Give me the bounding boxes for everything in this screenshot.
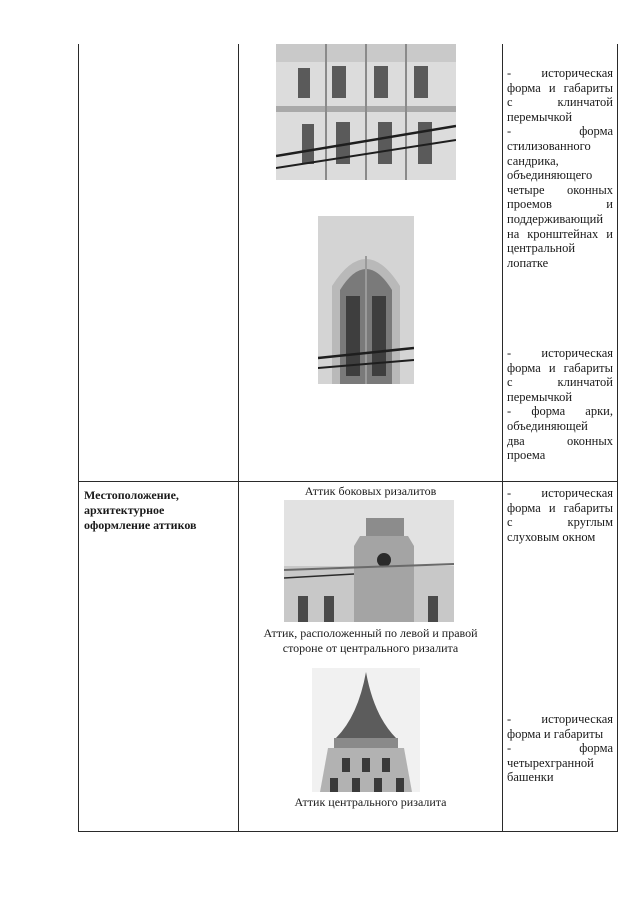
- text-line: с клинчатой: [507, 95, 613, 110]
- table-col-divider-2: [502, 44, 503, 832]
- text-line: проемов и: [507, 197, 613, 212]
- caption-central-risalit-attic: Аттик центрального ризалита: [294, 795, 447, 809]
- row2-heading: [84, 488, 234, 533]
- text-line: - форма: [507, 741, 613, 756]
- table-left-border: [78, 44, 79, 832]
- text-line: на кронштейнах и: [507, 226, 613, 241]
- side-attic-photo: [284, 500, 454, 622]
- text-line: объединяющего: [507, 168, 593, 183]
- row1-attributes-block-2: [507, 346, 613, 463]
- heading-line: архитектурное: [84, 503, 165, 517]
- text-line: слуховым окном: [507, 529, 596, 544]
- text-line: форма и габариты: [507, 360, 613, 375]
- caption-attic-left-right: [239, 626, 502, 656]
- row2-attributes-block-1: [507, 486, 613, 544]
- row1-attributes-block-1: [507, 66, 613, 270]
- caption-side-risalit-attic: Аттик боковых ризалитов: [304, 484, 437, 498]
- table-col-divider-1: [238, 44, 239, 832]
- text-line: - историческая: [507, 712, 613, 726]
- text-line: форма и габариты: [507, 726, 604, 741]
- caption-line: Аттик, расположенный по левой и правой: [263, 626, 478, 640]
- table-bottom-border: [78, 831, 618, 832]
- text-line: перемычкой: [507, 109, 573, 124]
- text-line: с круглым: [507, 515, 613, 530]
- text-line: - историческая: [507, 486, 613, 500]
- row2-attributes-block-2: [507, 712, 613, 785]
- text-line: сандрика,: [507, 153, 559, 168]
- table-row-divider: [78, 481, 618, 482]
- text-line: стилизованного: [507, 138, 591, 153]
- text-line: - форма арки,: [507, 404, 613, 419]
- text-line: перемычкой: [507, 389, 573, 404]
- text-line: центральной: [507, 241, 576, 256]
- text-line: четыре оконных: [507, 182, 613, 197]
- caption-line: стороне от центрального ризалита: [282, 641, 459, 655]
- text-line: четырехгранной: [507, 755, 594, 770]
- text-line: башенки: [507, 770, 554, 785]
- text-line: форма и габариты: [507, 80, 613, 95]
- text-line: объединяющей: [507, 418, 588, 433]
- table-right-border: [617, 44, 618, 832]
- central-tower-photo: [312, 668, 420, 792]
- text-line: форма и габариты: [507, 500, 613, 515]
- heading-line: Местоположение,: [84, 488, 179, 502]
- text-line: поддерживающий: [507, 211, 604, 226]
- text-line: - историческая: [507, 66, 613, 80]
- text-line: два оконных: [507, 433, 613, 448]
- facade-windows-photo: [276, 44, 456, 180]
- arched-window-photo: [318, 216, 414, 384]
- text-line: лопатке: [507, 255, 549, 270]
- text-line: - форма: [507, 124, 613, 139]
- heading-line: оформление аттиков: [84, 518, 197, 532]
- text-line: - историческая: [507, 346, 613, 360]
- text-line: проема: [507, 448, 546, 463]
- text-line: с клинчатой: [507, 375, 613, 390]
